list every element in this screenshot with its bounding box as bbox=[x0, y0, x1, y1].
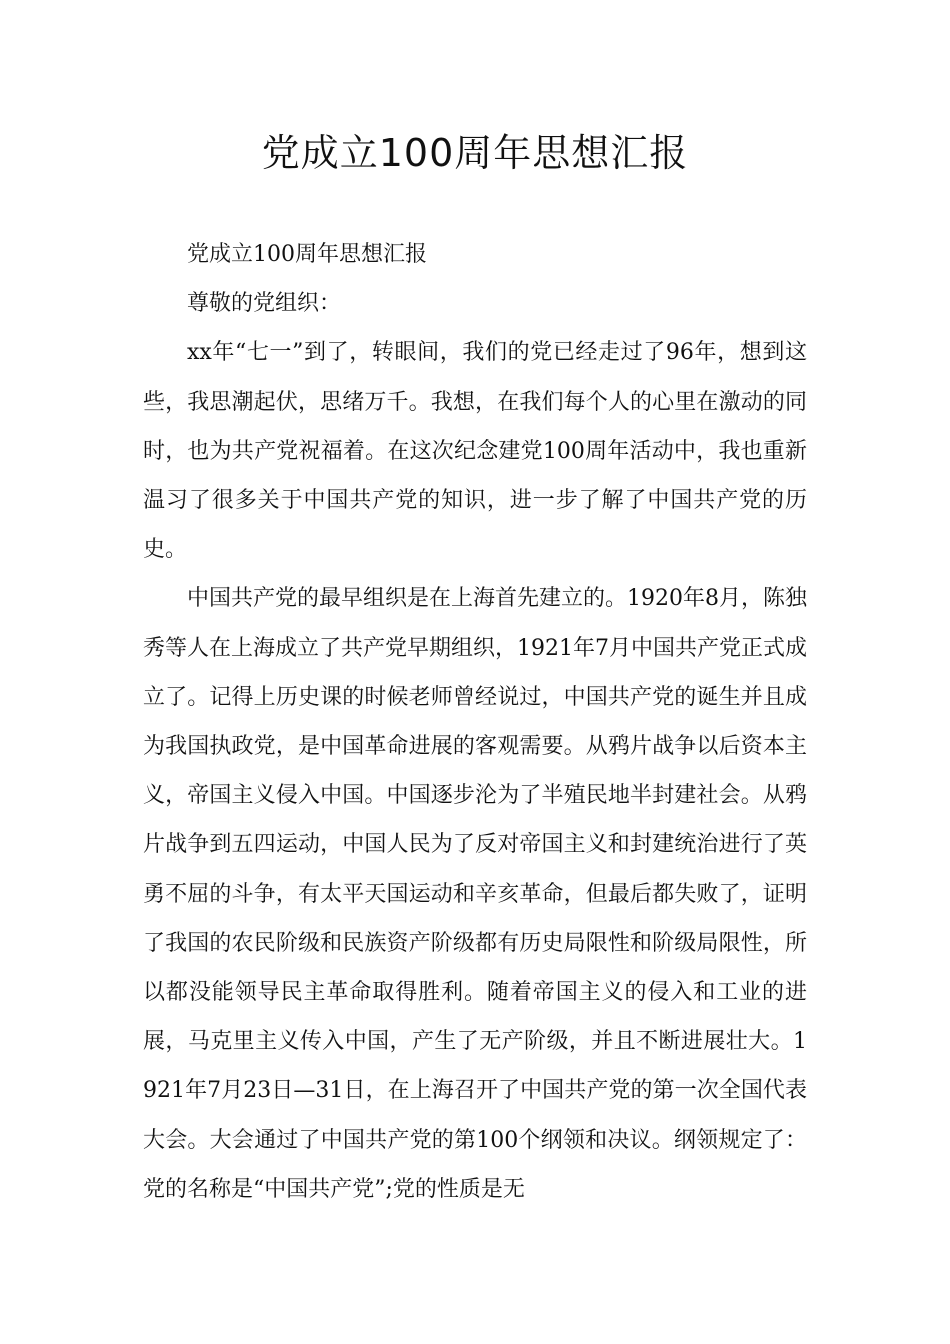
document-title: 党成立100周年思想汇报 bbox=[261, 131, 689, 175]
paragraph-intro: xx年“七一”到了，转眼间，我们的党已经走过了96年，想到这些，我思潮起伏，思绪万千。我想，在我们每个人的心里在激动的同时，也为共产党祝福着。在这次纪念建党100周年活动中，我也重新温习了很多关于中国共产党的知识，进一步了解了中国共产党的历史。 bbox=[143, 340, 807, 563]
paragraph-salutation: 尊敬的党组织： bbox=[187, 291, 342, 317]
paragraph-subtitle: 党成立100周年思想汇报 bbox=[187, 242, 427, 267]
paragraph-history: 中国共产党的最早组织是在上海首先建立的。1920年8月，陈独秀等人在上海成立了共产党早期组织，1921年7月中国共产党正式成立了。记得上历史课的时候老师曾经说过，中国共产党的诞生并且成为我国执政党，是中国革命进展的客观需要。从鸦片战争以后资本主义，帝国主义侵入中国。中国逐步沦为了半殖民地半封建社会。从鸦片战争到五四运动，中国人民为了反对帝国主义和封建统治进行了英勇不屈的斗争，有太平天国运动和辛亥革命，但最后都失败了，证明了我国的农民阶级和民族资产阶级都有历史局限性和阶级局限性，所以都没能领导民主革命取得胜利。随着帝国主义的侵入和工业的进展，马克里主义传入中国，产生了无产阶级，并且不断进展壮大。1921年7月23日—31日，在上海召开了中国共产党的第一次全国代表大会。大会通过了中国共产党的第100个纲领和决议。纲领规定了：党的名称是“中国共产党”;党的性质是无 bbox=[143, 586, 807, 1202]
document-body bbox=[143, 230, 807, 1214]
